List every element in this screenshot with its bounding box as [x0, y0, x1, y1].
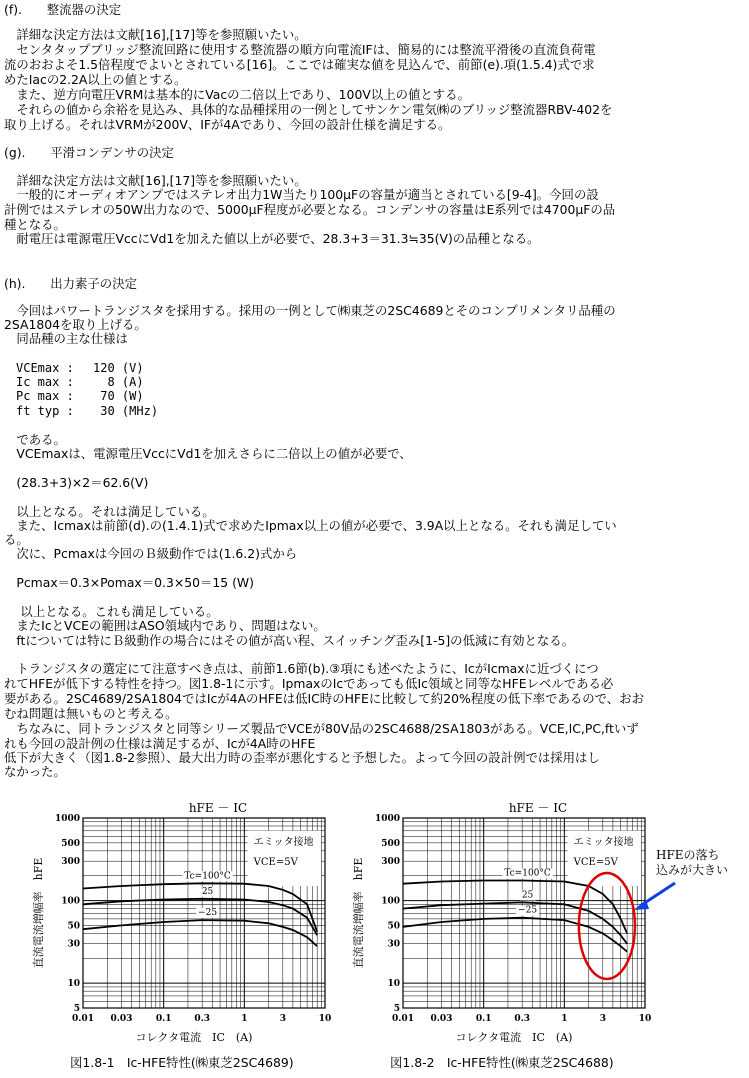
- c2-y-tick-label: 100: [381, 896, 400, 907]
- c2-series-line-2: [403, 918, 627, 952]
- text-line: である。: [4, 432, 66, 447]
- section-g-heading: (g). 平滑コンデンサの決定: [4, 145, 174, 160]
- c2-x-tick-label: 0.01: [392, 1014, 414, 1024]
- text-line: 一般的にオーディオアンプではステレオ出力1W当たり100μFの容量が適当とされている[9-4]。今回の設: [4, 187, 599, 202]
- c1-series-line-2: [83, 920, 317, 946]
- c1-y-tick-label: 5: [73, 1004, 80, 1014]
- formula-pcmax: Pcmax＝0.3×Pomax＝0.3×50＝15 (W): [4, 575, 255, 590]
- c1-y-tick-label: 10: [67, 979, 80, 990]
- c1-x-tick-label: 0.1: [155, 1014, 172, 1024]
- text-line: またIcとVCEの範囲はASO領域内であり、問題はない。: [4, 618, 326, 633]
- c1-x-tick-label: 1: [241, 1014, 248, 1024]
- spec-ft: ft typ : 30 (MHz): [4, 404, 159, 418]
- c1-series-label-1: 25: [201, 886, 214, 897]
- c1-x-tick-label: 0.3: [194, 1014, 210, 1024]
- c1-legend-text-1: エミッタ接地: [253, 836, 314, 848]
- annotation-text-2: 込みが大きい: [656, 863, 729, 877]
- c2-legend-text-2: VCE=5V: [573, 856, 618, 868]
- text-line: なかった。: [4, 764, 66, 779]
- hfe-ic-chart-2sc4688: [340, 796, 749, 1046]
- text-line: 耐電圧は電源電圧VccにVd1を加えた値以上が必要で、28.3+3＝31.3≒35(V)の品種となる。: [4, 231, 540, 246]
- c2-legend-text-1: エミッタ接地: [573, 836, 634, 848]
- text-line: 流のおおよそ1.5倍程度でよいとされている[16]。ここでは確実な値を見込んで、前節(e).項(1.5.4)式で求: [4, 57, 595, 72]
- c2-y-tick-label: 50: [387, 921, 400, 932]
- c1-chart-title: hFE － IC: [188, 801, 248, 815]
- c2-series-label-2: −25: [518, 905, 538, 916]
- text-line: 種となる。: [4, 217, 66, 232]
- section-h-heading: (h). 出力素子の決定: [4, 276, 137, 291]
- c1-y-tick-label: 100: [61, 896, 80, 907]
- c2-x-tick-label: 3: [599, 1014, 606, 1024]
- text-line: それらの値から余裕を見込み、具体的な品種採用の一例としてサンケン電気㈱のブリッジ整流器RBV-402を: [4, 102, 613, 117]
- c2-y-tick-label: 300: [381, 857, 400, 868]
- spec-vcemax: VCEmax : 120 (V): [4, 361, 144, 375]
- text-line: 2SA1804を取り上げる。: [4, 317, 147, 332]
- c2-y-tick-label: 30: [387, 939, 400, 950]
- text-line: めたIacの2.2A以上の値とする。: [4, 72, 187, 87]
- c1-x-axis-label: コレクタ電流 IC (A): [135, 1031, 253, 1044]
- text-line: むね問題は無いものと考える。: [4, 706, 178, 721]
- c1-y-tick-label: 50: [67, 921, 80, 932]
- c1-x-tick-label: 10: [318, 1014, 332, 1024]
- hfe-ic-chart-2sc4689: [20, 796, 340, 1046]
- figure-caption-2: 図1.8-2 Ic-HFE特性(㈱東芝2SC4688): [390, 1055, 614, 1070]
- text-line: VCEmaxは、電源電圧VccにVd1を加えさらに二倍以上の値が必要で、: [4, 446, 412, 461]
- c1-series-label-0: Tc=100°C: [184, 871, 231, 882]
- c1-legend-text-2: VCE=5V: [253, 856, 298, 868]
- c2-y-axis-label: 直流電流増幅率 hFE: [352, 857, 365, 969]
- c1-y-tick-label: 30: [67, 939, 80, 950]
- c1-x-tick-label: 3: [279, 1014, 286, 1024]
- c1-y-tick-label: 1000: [54, 814, 80, 824]
- c1-y-axis-label: 直流電流増幅率 hFE: [32, 857, 45, 969]
- annotation-text-1: HFEの落ち: [656, 848, 720, 862]
- text-line: 詳細な決定方法は文献[16],[17]等を参照願いたい。: [4, 173, 307, 188]
- text-line: トランジスタの選定にて注意すべき点は、前節1.6節(b).③項にも述べたように、IcがIcmaxに近づくにつ: [4, 661, 599, 676]
- text-line: 低下が大きく（図1.8-2参照）、最大出力時の歪率が悪化すると予想した。よって今回の設計例では採用はし: [4, 750, 600, 765]
- text-line: 今回はパワートランジスタを採用する。採用の一例として㈱東芝の2SC4689とそのコンプリメンタリ品種の: [4, 303, 616, 318]
- figure-caption-1: 図1.8-1 Ic-HFE特性(㈱東芝2SC4689): [70, 1055, 294, 1070]
- text-line: る。: [4, 532, 29, 547]
- text-line: れてHFEが低下する特性を持つ。図1.8-1に示す。IpmaxのIcであっても低Ic領域と同等なHFEレベルである必: [4, 676, 614, 691]
- c1-x-tick-label: 0.01: [72, 1014, 94, 1024]
- formula-vce: (28.3+3)×2＝62.6(V): [4, 475, 149, 490]
- c2-x-tick-label: 0.1: [475, 1014, 492, 1024]
- c2-x-axis-label: コレクタ電流 IC (A): [455, 1031, 573, 1044]
- c1-x-tick-label: 0.03: [110, 1014, 133, 1024]
- text-line: センタタップブリッジ整流回路に使用する整流器の順方向電流IFは、簡易的には整流平滑後の直流負荷電: [4, 42, 596, 57]
- c2-x-tick-label: 0.3: [514, 1014, 530, 1024]
- c2-y-tick-label: 500: [381, 838, 400, 849]
- text-line: 同品種の主な仕様は: [4, 331, 128, 346]
- text-line: れも今回の設計例の仕様は満足するが、Icが4A時のHFE: [4, 736, 316, 751]
- text-line: 以上となる。これも満足している。: [4, 604, 219, 619]
- c2-series-label-0: Tc=100°C: [504, 868, 551, 879]
- c1-series-label-2: −25: [198, 908, 218, 919]
- c2-x-tick-label: 0.03: [430, 1014, 453, 1024]
- text-line: 要がある。2SC4689/2SA1804ではIcが4AのHFEは低IC時のHFEに比較して約20%程度の低下率であるので、おお: [4, 691, 644, 706]
- text-line: ちなみに、同トランジスタと同等シリーズ製品でVCEが80V品の2SC4688/2SA1803がある。VCE,IC,PC,ftいず: [4, 721, 639, 736]
- text-line: 詳細な決定方法は文献[16],[17]等を参照願いたい。: [4, 27, 307, 42]
- text-line: 取り上げる。それはVRMが200V、IFが4Aであり、今回の設計仕様を満足する。: [4, 117, 451, 132]
- section-f-heading: (f). 整流器の決定: [4, 2, 122, 17]
- c2-y-tick-label: 1000: [374, 814, 400, 824]
- text-line: また、Icmaxは前節(d).の(1.4.1)式で求めたIpmax以上の値が必要で、3.9A以上となる。それも満足してい: [4, 518, 617, 533]
- c2-x-tick-label: 10: [638, 1014, 652, 1024]
- c2-series-label-1: 25: [521, 890, 534, 901]
- spec-pcmax: Pc max : 70 (W): [4, 389, 144, 403]
- c2-y-tick-label: 5: [393, 1004, 400, 1014]
- c2-chart-title: hFE － IC: [508, 801, 568, 815]
- text-line: 次に、Pcmaxは今回のＢ級動作では(1.6.2)式から: [4, 546, 298, 561]
- c2-y-tick-label: 10: [387, 979, 400, 990]
- text-line: ftについては特にＢ級動作の場合にはその値が高い程、スイッチング歪み[1-5]の低減に有効となる。: [4, 633, 575, 648]
- c1-y-tick-label: 500: [61, 838, 80, 849]
- text-line: 計例ではステレオの50W出力なので、5000μF程度が必要となる。コンデンサの容量はE系列では4700μFの品: [4, 202, 616, 217]
- c1-y-tick-label: 300: [61, 857, 80, 868]
- spec-icmax: Ic max : 8 (A): [4, 375, 144, 389]
- text-line: 以上となる。それは満足している。: [4, 504, 215, 519]
- c2-x-tick-label: 1: [561, 1014, 568, 1024]
- text-line: また、逆方向電圧VRMは基本的にVacの二倍以上であり、100V以上の値とする。: [4, 87, 470, 102]
